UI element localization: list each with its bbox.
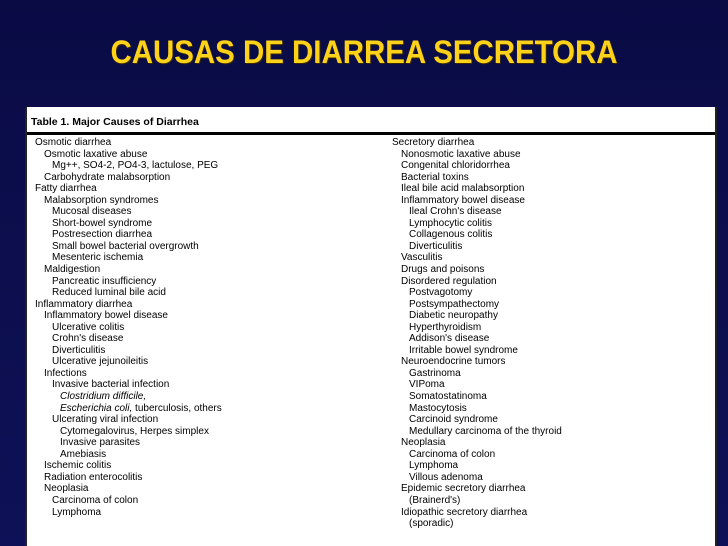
- table-row: Vasculitis: [401, 252, 443, 264]
- table-row: Carbohydrate malabsorption: [44, 171, 171, 183]
- table-row: Carcinoma of colon: [409, 448, 496, 460]
- table-row: Maldigestion: [44, 264, 101, 276]
- table-row: Ulcerating viral infection: [52, 414, 159, 426]
- table-row: Clostridium difficile,: [60, 391, 147, 403]
- table-top-rule-thin: [27, 134, 715, 135]
- table-row: Epidemic secretory diarrhea: [401, 483, 526, 495]
- table-row: Carcinoma of colon: [52, 494, 139, 506]
- table-row: Idiopathic secretory diarrhea: [401, 506, 528, 518]
- table-caption: Table 1. Major Causes of Diarrhea: [31, 116, 199, 128]
- table-row: Amebiasis: [60, 448, 107, 460]
- table-row: VIPoma: [409, 379, 445, 391]
- table-row: Congenital chloridorrhea: [401, 160, 510, 172]
- table-row: Ileal bile acid malabsorption: [401, 183, 525, 195]
- table-row: Crohn's disease: [52, 333, 124, 345]
- table-row: Ileal Crohn's disease: [409, 206, 502, 218]
- table-row: Small bowel bacterial overgrowth: [52, 240, 199, 252]
- table-row: Neuroendocrine tumors: [401, 356, 506, 368]
- row-italic-text: Escherichia coli,: [60, 402, 133, 414]
- table-row: Invasive bacterial infection: [52, 379, 170, 391]
- table-row: Diabetic neuropathy: [409, 310, 498, 322]
- diarrhea-causes-table: [25, 107, 717, 546]
- table-row: Ulcerative jejunoileitis: [52, 356, 149, 368]
- table-row: Bacterial toxins: [401, 171, 469, 183]
- table-row: Neoplasia: [401, 437, 446, 449]
- table-row: Cytomegalovirus, Herpes simplex: [60, 425, 209, 437]
- table-row: Lymphoma: [52, 506, 102, 518]
- table-row: Postvagotomy: [409, 287, 473, 299]
- table-row: Invasive parasites: [60, 437, 141, 449]
- table-row: Ulcerative colitis: [52, 321, 125, 333]
- table-row: Diverticulitis: [409, 240, 463, 252]
- table-row: Carcinoid syndrome: [409, 414, 498, 426]
- table-row: (sporadic): [409, 518, 454, 530]
- table-row: Mg++, SO4-2, PO4-3, lactulose, PEG: [52, 160, 219, 172]
- table-row: Osmotic diarrhea: [35, 137, 112, 148]
- table-row: Irritable bowel syndrome: [409, 344, 518, 356]
- table-row: Lymphoma: [409, 460, 459, 472]
- table-row: (Brainerd's): [409, 494, 461, 506]
- table-row: Osmotic laxative abuse: [44, 148, 148, 160]
- left-column: [35, 137, 222, 518]
- table-row: Diverticulitis: [52, 344, 106, 356]
- table-row: Disordered regulation: [401, 275, 497, 287]
- slide-title: CAUSAS DE DIARREA SECRETORA: [110, 34, 618, 70]
- table-row: Postsympathectomy: [409, 298, 500, 310]
- table-row: Short-bowel syndrome: [52, 217, 153, 229]
- row-text: tuberculosis, others: [132, 402, 222, 414]
- table-row: Postresection diarrhea: [52, 229, 153, 241]
- table-row: Mesenteric ischemia: [52, 252, 144, 264]
- table-row: Malabsorption syndromes: [44, 194, 159, 206]
- table-row: Nonosmotic laxative abuse: [401, 148, 521, 160]
- table-row: Pancreatic insufficiency: [52, 275, 157, 287]
- table-row: [35, 403, 222, 415]
- table-row: Addison's disease: [409, 333, 490, 345]
- table-row: Ischemic colitis: [44, 460, 112, 472]
- table-row: Infections: [44, 367, 87, 379]
- table-row: Hyperthyroidism: [409, 321, 482, 333]
- table-row: Radiation enterocolitis: [44, 471, 143, 483]
- table-row: Fatty diarrhea: [35, 183, 97, 195]
- table-row: Somatostatinoma: [409, 391, 487, 403]
- table-row: Inflammatory bowel disease: [44, 310, 168, 322]
- table-row: Drugs and poisons: [401, 264, 485, 276]
- table-row: Lymphocytic colitis: [409, 217, 492, 229]
- table-row: Mucosal diseases: [52, 206, 132, 218]
- table-row: Collagenous colitis: [409, 229, 493, 241]
- right-column: [392, 137, 562, 530]
- table-row: Secretory diarrhea: [392, 137, 475, 148]
- table-row: Reduced luminal bile acid: [52, 287, 166, 299]
- table-row: Medullary carcinoma of the thyroid: [409, 425, 562, 437]
- table-row: Gastrinoma: [409, 367, 461, 379]
- table-row: Inflammatory bowel disease: [401, 194, 525, 206]
- table-row: Villous adenoma: [409, 471, 483, 483]
- table-row: Mastocytosis: [409, 402, 467, 414]
- table-row: Neoplasia: [44, 483, 89, 495]
- table-row: Inflammatory diarrhea: [35, 298, 133, 310]
